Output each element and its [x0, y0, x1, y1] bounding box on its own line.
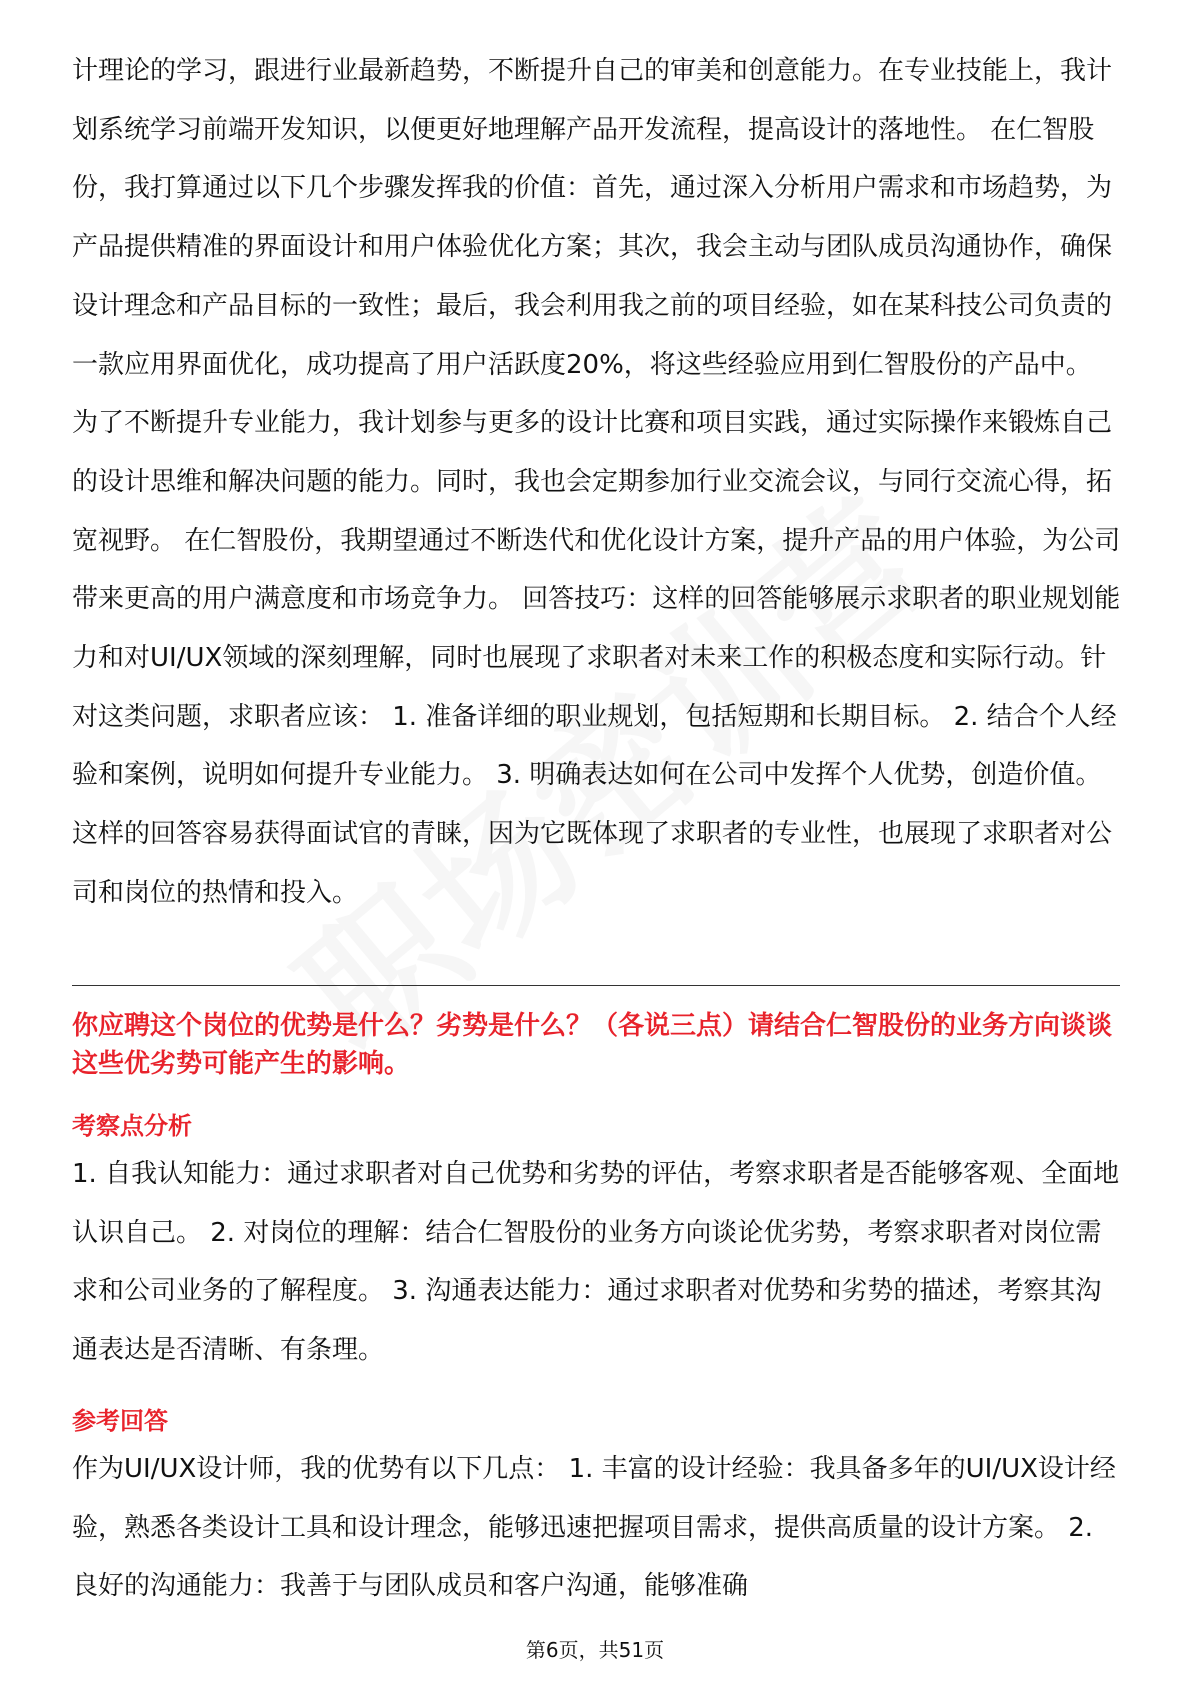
answer-heading: 参考回答: [72, 1407, 168, 1435]
answer-body: 作为UI/UX设计师，我的优势有以下几点： 1. 丰富的设计经验：我具备多年的UI/UX设计经验，熟悉各类设计工具和设计理念，能够迅速把握项目需求，提供高质量的设计方案。 2. 良好的沟通能力：我善于与团队成员和客户沟通，能够准确: [72, 1454, 1116, 1602]
analysis-heading: 考察点分析: [72, 1112, 192, 1140]
page-footer: 第6页，共51页: [525, 1638, 665, 1662]
analysis-body: 1. 自我认知能力：通过求职者对自己优势和劣势的评估，考察求职者是否能够客观、全面地认识自己。 2. 对岗位的理解：结合仁智股份的业务方向谈论优劣势，考察求职者对岗位需求和公司业务的了解程度。 3. 沟通表达能力：通过求职者对优势和劣势的描述，考察其沟通表达是否清晰、有条理。: [72, 1159, 1120, 1366]
question-title: 你应聘这个岗位的优势是什么？劣势是什么？（各说三点）请结合仁智股份的业务方向谈谈这些优劣势可能产生的影响。: [72, 1011, 1113, 1079]
intro-paragraph: 计理论的学习，跟进行业最新趋势，不断提升自己的审美和创意能力。在专业技能上，我计划系统学习前端开发知识，以便更好地理解产品开发流程，提高设计的落地性。 在仁智股份，我打算通过以下几个步骤发挥我的价值：首先，通过深入分析用户需求和市场趋势，为产品提供精准的界面设计和用户体验优化方案；其次，我会主动与团队成员沟通协作，确保设计理念和产品目标的一致性；最后，我会利用我之前的项目经验，如在某科技公司负责的一款应用界面优化，成功提高了用户活跃度20%，将这些经验应用到仁智股份的产品中。 为了不断提升专业能力，我计划参与更多的设计比赛和项目实践，通过实际操作来锻炼自己的设计思维和解决问题的能力。同时，我也会定期参加行业交流会议，与同行交流心得，拓宽视野。 在仁智股份，我期望通过不断迭代和优化设计方案，提升产品的用户体验，为公司带来更高的用户满意度和市场竞争力。 回答技巧：这样的回答能够展示求职者的职业规划能力和对UI/UX领域的深刻理解，同时也展现了求职者对未来工作的积极态度和实际行动。针对这类问题，求职者应该： 1. 准备详细的职业规划，包括短期和长期目标。 2. 结合个人经验和案例，说明如何提升专业能力。 3. 明确表达如何在公司中发挥个人优势，创造价值。 这样的回答容易获得面试官的青睐，因为它既体现了求职者的专业性，也展现了求职者对公司和岗位的热情和投入。: [72, 56, 1121, 908]
section-divider: [72, 985, 1120, 986]
